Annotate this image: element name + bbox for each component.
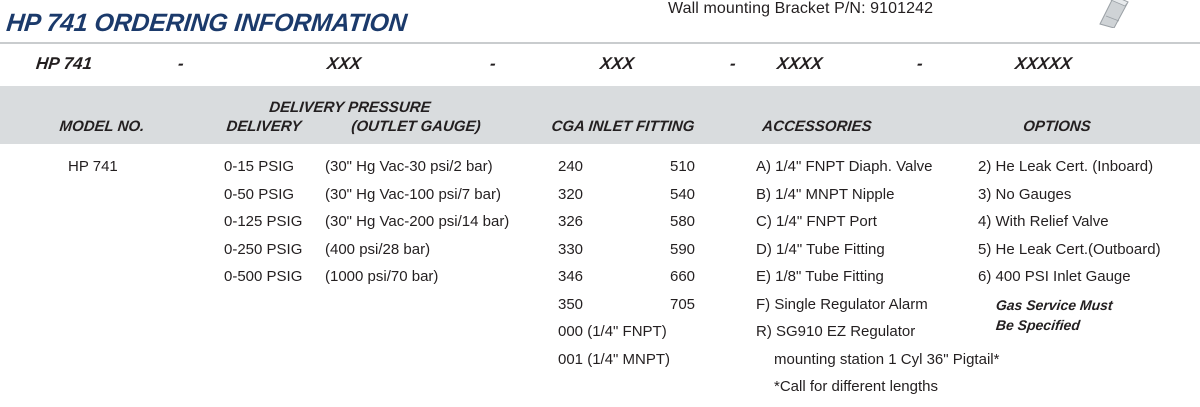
- cga-code: 705: [670, 295, 696, 313]
- column-outlet-gauge: [325, 153, 509, 291]
- option-item: 4) With Relief Valve: [978, 213, 1109, 230]
- cga-code: 001 (1/4" MNPT): [558, 350, 671, 368]
- column-delivery: [224, 153, 302, 291]
- bracket-illustration-icon: [1094, 0, 1138, 28]
- accessory-option: D) 1/4" Tube Fitting: [756, 240, 885, 258]
- header-cga-inlet-fitting: CGA INLET FITTING: [550, 118, 696, 135]
- cga-code: 540: [670, 185, 696, 203]
- code-cga: XXX: [599, 54, 636, 73]
- cga-code: 320: [558, 185, 584, 203]
- page-title: HP 741 ORDERING INFORMATION: [5, 9, 409, 37]
- delivery-option: 0-500 PSIG: [224, 268, 303, 285]
- accessory-option: C) 1/4" FNPT Port: [756, 213, 877, 230]
- delivery-option: 0-250 PSIG: [224, 240, 303, 258]
- cga-code: 346: [558, 268, 584, 285]
- column-header-band: [0, 86, 1200, 144]
- gas-service-note-line2: Be Specified: [995, 316, 1081, 333]
- option-item: 6) 400 PSI Inlet Gauge: [978, 268, 1131, 285]
- code-delivery: XXX: [326, 54, 363, 73]
- column-options: [978, 153, 1161, 335]
- outlet-gauge-option: (400 psi/28 bar): [325, 240, 431, 258]
- cga-code: 580: [670, 213, 696, 230]
- code-dash-2: -: [489, 54, 497, 73]
- gas-service-note-line1: Gas Service Must: [995, 296, 1114, 313]
- accessory-option: F) Single Regulator Alarm: [756, 295, 928, 313]
- outlet-gauge-option: (30" Hg Vac-30 psi/2 bar): [325, 158, 493, 175]
- option-item: 5) He Leak Cert.(Outboard): [978, 240, 1161, 258]
- code-options: XXXXX: [1014, 54, 1073, 73]
- accessory-option: A) 1/4" FNPT Diaph. Valve: [756, 158, 933, 175]
- code-dash-4: -: [916, 54, 924, 73]
- cga-code: 590: [670, 240, 696, 258]
- model-no-value: HP 741: [68, 158, 118, 175]
- accessory-length-note: *Call for different lengths: [774, 378, 938, 395]
- column-cga-right: [670, 153, 695, 318]
- code-model: HP 741: [35, 54, 94, 73]
- code-dash-3: -: [729, 54, 737, 73]
- accessory-option: R) SG910 EZ Regulator: [756, 323, 916, 340]
- header-outlet-gauge: (OUTLET GAUGE): [350, 118, 482, 135]
- delivery-option: 0-125 PSIG: [224, 213, 303, 230]
- code-accessories: XXXX: [776, 54, 824, 73]
- delivery-option: 0-15 PSIG: [224, 158, 295, 175]
- code-dash-1: -: [177, 54, 185, 73]
- header-delivery-pressure: DELIVERY PRESSURE: [268, 99, 432, 116]
- cga-code: 330: [558, 240, 584, 258]
- outlet-gauge-option: (1000 psi/70 bar): [325, 268, 439, 285]
- accessory-option: B) 1/4" MNPT Nipple: [756, 185, 895, 203]
- cga-code: 326: [558, 213, 584, 230]
- outlet-gauge-option: (30" Hg Vac-100 psi/7 bar): [325, 185, 501, 203]
- part-number-code-row: [0, 44, 1200, 88]
- column-cga-left: [558, 153, 670, 373]
- cga-code: 660: [670, 268, 696, 285]
- option-item: 3) No Gauges: [978, 185, 1072, 203]
- wall-mounting-bracket-note: Wall mounting Bracket P/N: 9101242: [668, 0, 934, 17]
- header-options: OPTIONS: [1022, 118, 1092, 135]
- accessory-option-continuation: mounting station 1 Cyl 36" Pigtail*: [774, 350, 1000, 368]
- cga-code: 510: [670, 158, 696, 175]
- accessory-option: E) 1/8" Tube Fitting: [756, 268, 884, 285]
- header-delivery: DELIVERY: [225, 118, 303, 135]
- cga-code: 240: [558, 158, 584, 175]
- cga-code: 350: [558, 295, 584, 313]
- delivery-option: 0-50 PSIG: [224, 185, 295, 203]
- header-model-no: MODEL NO.: [58, 118, 146, 135]
- outlet-gauge-option: (30" Hg Vac-200 psi/14 bar): [325, 213, 510, 230]
- header-accessories: ACCESSORIES: [761, 118, 873, 135]
- option-item: 2) He Leak Cert. (Inboard): [978, 158, 1154, 175]
- column-model-no: [68, 153, 118, 181]
- cga-code: 000 (1/4" FNPT): [558, 323, 667, 340]
- column-accessories: [756, 153, 999, 401]
